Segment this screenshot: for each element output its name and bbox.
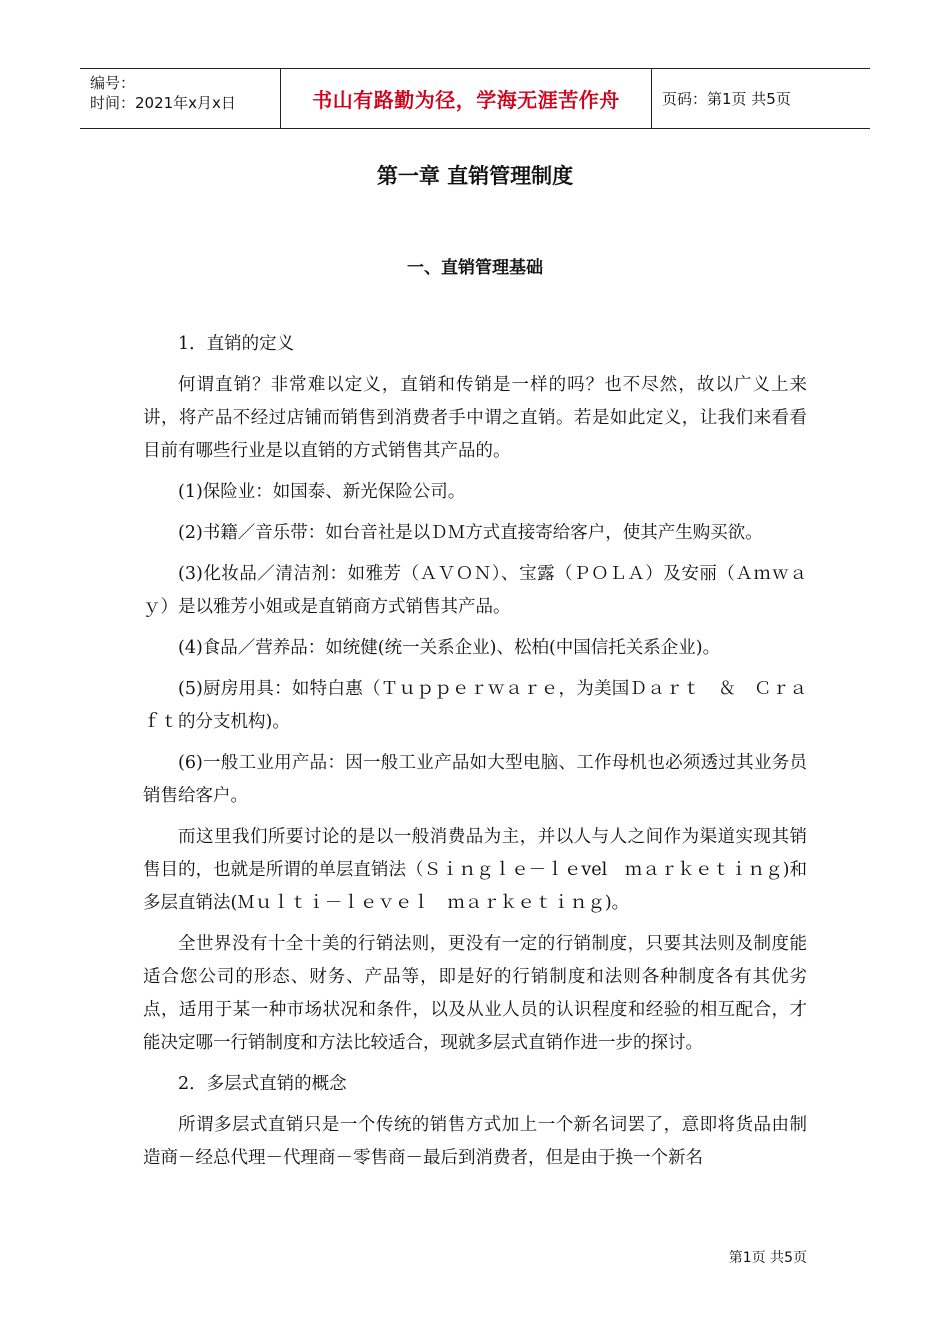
list-item: (5)厨房用具：如特白惠（Ｔｕｐｐｅｒｗａｒｅ，为美国Ｄａｒｔ ＆ Ｃｒａｆｔ的分支机构)。: [143, 679, 807, 732]
paragraph: 而这里我们所要讨论的是以一般消费品为主，并以人与人之间作为渠道实现其销售目的，也就是所谓的单层直销法（Ｓｉｎｇｌｅ－ｌｅvel ｍａｒｋｅｔｉｎｇ)和多层直销法(Ｍｕｌｔｉ－ｌｅｖｅｌ ｍａｒｋｅｔｉｎｇ)。: [143, 827, 807, 913]
header-meta: [80, 69, 280, 128]
header-page-info: 页码：第1页 共5页: [662, 90, 791, 108]
list-item: (4)食品／营养品：如统健(统一关系企业)、松柏(中国信托关系企业)。: [178, 638, 721, 658]
subheading-multilevel: 2．多层式直销的概念: [178, 1074, 347, 1094]
list-item: (3)化妆品／清洁剂：如雅芳（ＡＶＯＮ）、宝露（ＰＯＬＡ）及安丽（Ａｍｗａｙ）是以雅芳小姐或是直销商方式销售其产品。: [143, 564, 807, 617]
header-motto: 书山有路勤为径，学海无涯苦作舟: [280, 69, 652, 128]
subheading-definition: 1．直销的定义: [178, 334, 295, 354]
document-number-label: 编号：: [90, 74, 136, 92]
paragraph: 何谓直销？非常难以定义，直销和传销是一样的吗？也不尽然，故以广义上来讲，将产品不经过店铺而销售到消费者手中谓之直销。若是如此定义，让我们来看看目前有哪些行业是以直销的方式销售其产品的。: [143, 375, 807, 461]
footer-page-number: 第1页 共5页: [728, 1250, 807, 1266]
document-time-label: 时间：2021年x月x日: [90, 94, 236, 112]
section-title: 一、直销管理基础: [407, 258, 543, 278]
paragraph: 全世界没有十全十美的行销法则，更没有一定的行销制度，只要其法则及制度能适合您公司的形态、财务、产品等，即是好的行销制度和法则各种制度各有其优劣点，适用于某一种市场状况和条件，以及从业人员的认识程度和经验的相互配合，才能决定哪一行销制度和方法比较适合，现就多层式直销作进一步的探讨。: [143, 934, 807, 1053]
paragraph: 所谓多层式直销只是一个传统的销售方式加上一个新名词罢了，意即将货品由制造商－经总代理－代理商－零售商－最后到消费者，但是由于换一个新名: [143, 1115, 807, 1168]
chapter-title: 第一章 直销管理制度: [376, 164, 574, 188]
document-header: [80, 68, 870, 129]
document-body: [143, 328, 807, 1183]
list-item: (1)保险业：如国泰、新光保险公司。: [178, 482, 466, 502]
list-item: (2)书籍／音乐带：如台音社是以ＤＭ方式直接寄给客户，使其产生购买欲。: [178, 523, 763, 543]
list-item: (6)一般工业用产品：因一般工业产品如大型电脑、工作母机也必须透过其业务员销售给客户。: [143, 753, 807, 806]
